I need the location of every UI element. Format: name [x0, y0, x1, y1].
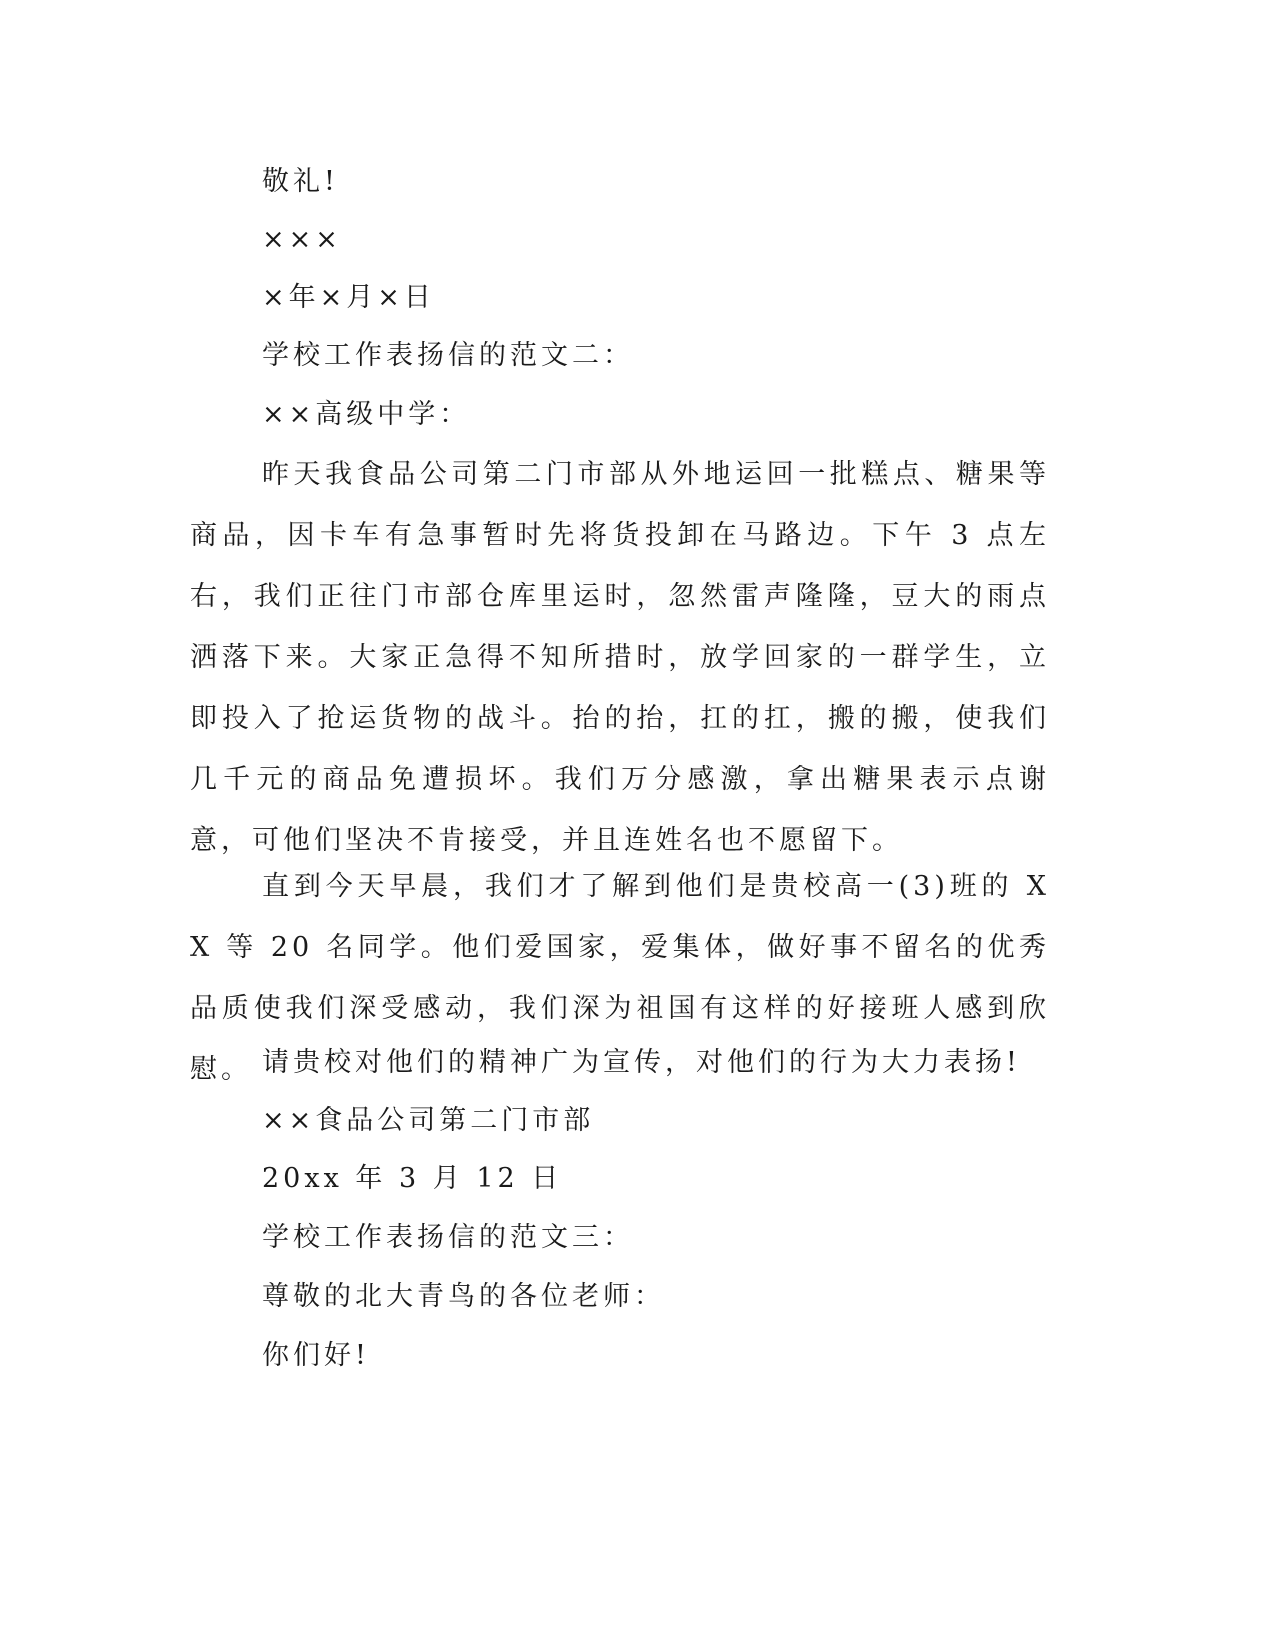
body-paragraph-1: 昨天我食品公司第二门市部从外地运回一批糕点、糖果等商品，因卡车有急事暂时先将货投卸在马路边。下午 3 点左右，我们正往门市部仓库里运时，忽然雷声隆隆，豆大的雨点洒落下来。大家正急得不知所措时，放学回家的一群学生，立即投入了抢运货物的战斗。抬的抬，扛的扛，搬的搬，使我们几千元的商品免遭损坏。我们万分感激，拿出糖果表示点谢意，可他们坚决不肯接受，并且连姓名也不愿留下。 — [190, 459, 1050, 856]
date-placeholder: ×年×月×日 — [262, 282, 435, 313]
greeting-3: 你们好! — [262, 1340, 370, 1371]
closing-line: 敬礼! — [262, 166, 339, 197]
salutation-2: ××高级中学： — [262, 399, 471, 430]
salutation-3: 尊敬的北大青鸟的各位老师： — [262, 1281, 665, 1312]
request-line: 请贵校对他们的精神广为宣传，对他们的行为大力表扬! — [262, 1047, 1021, 1078]
letter-date: 20xx 年 3 月 12 日 — [262, 1163, 563, 1194]
section-title-3: 学校工作表扬信的范文三： — [262, 1222, 634, 1253]
section-title-2: 学校工作表扬信的范文二： — [262, 340, 634, 371]
body-paragraph-2: 直到今天早晨，我们才了解到他们是贵校高一(3)班的 XX 等 20 名同学。他们爱国家，爱集体，做好事不留名的优秀品质使我们深受感动，我们深为祖国有这样的好接班人感到欣慰。 — [190, 871, 1050, 1085]
sender-line: ××食品公司第二门市部 — [262, 1105, 595, 1136]
signature-placeholder: ××× — [262, 224, 342, 255]
